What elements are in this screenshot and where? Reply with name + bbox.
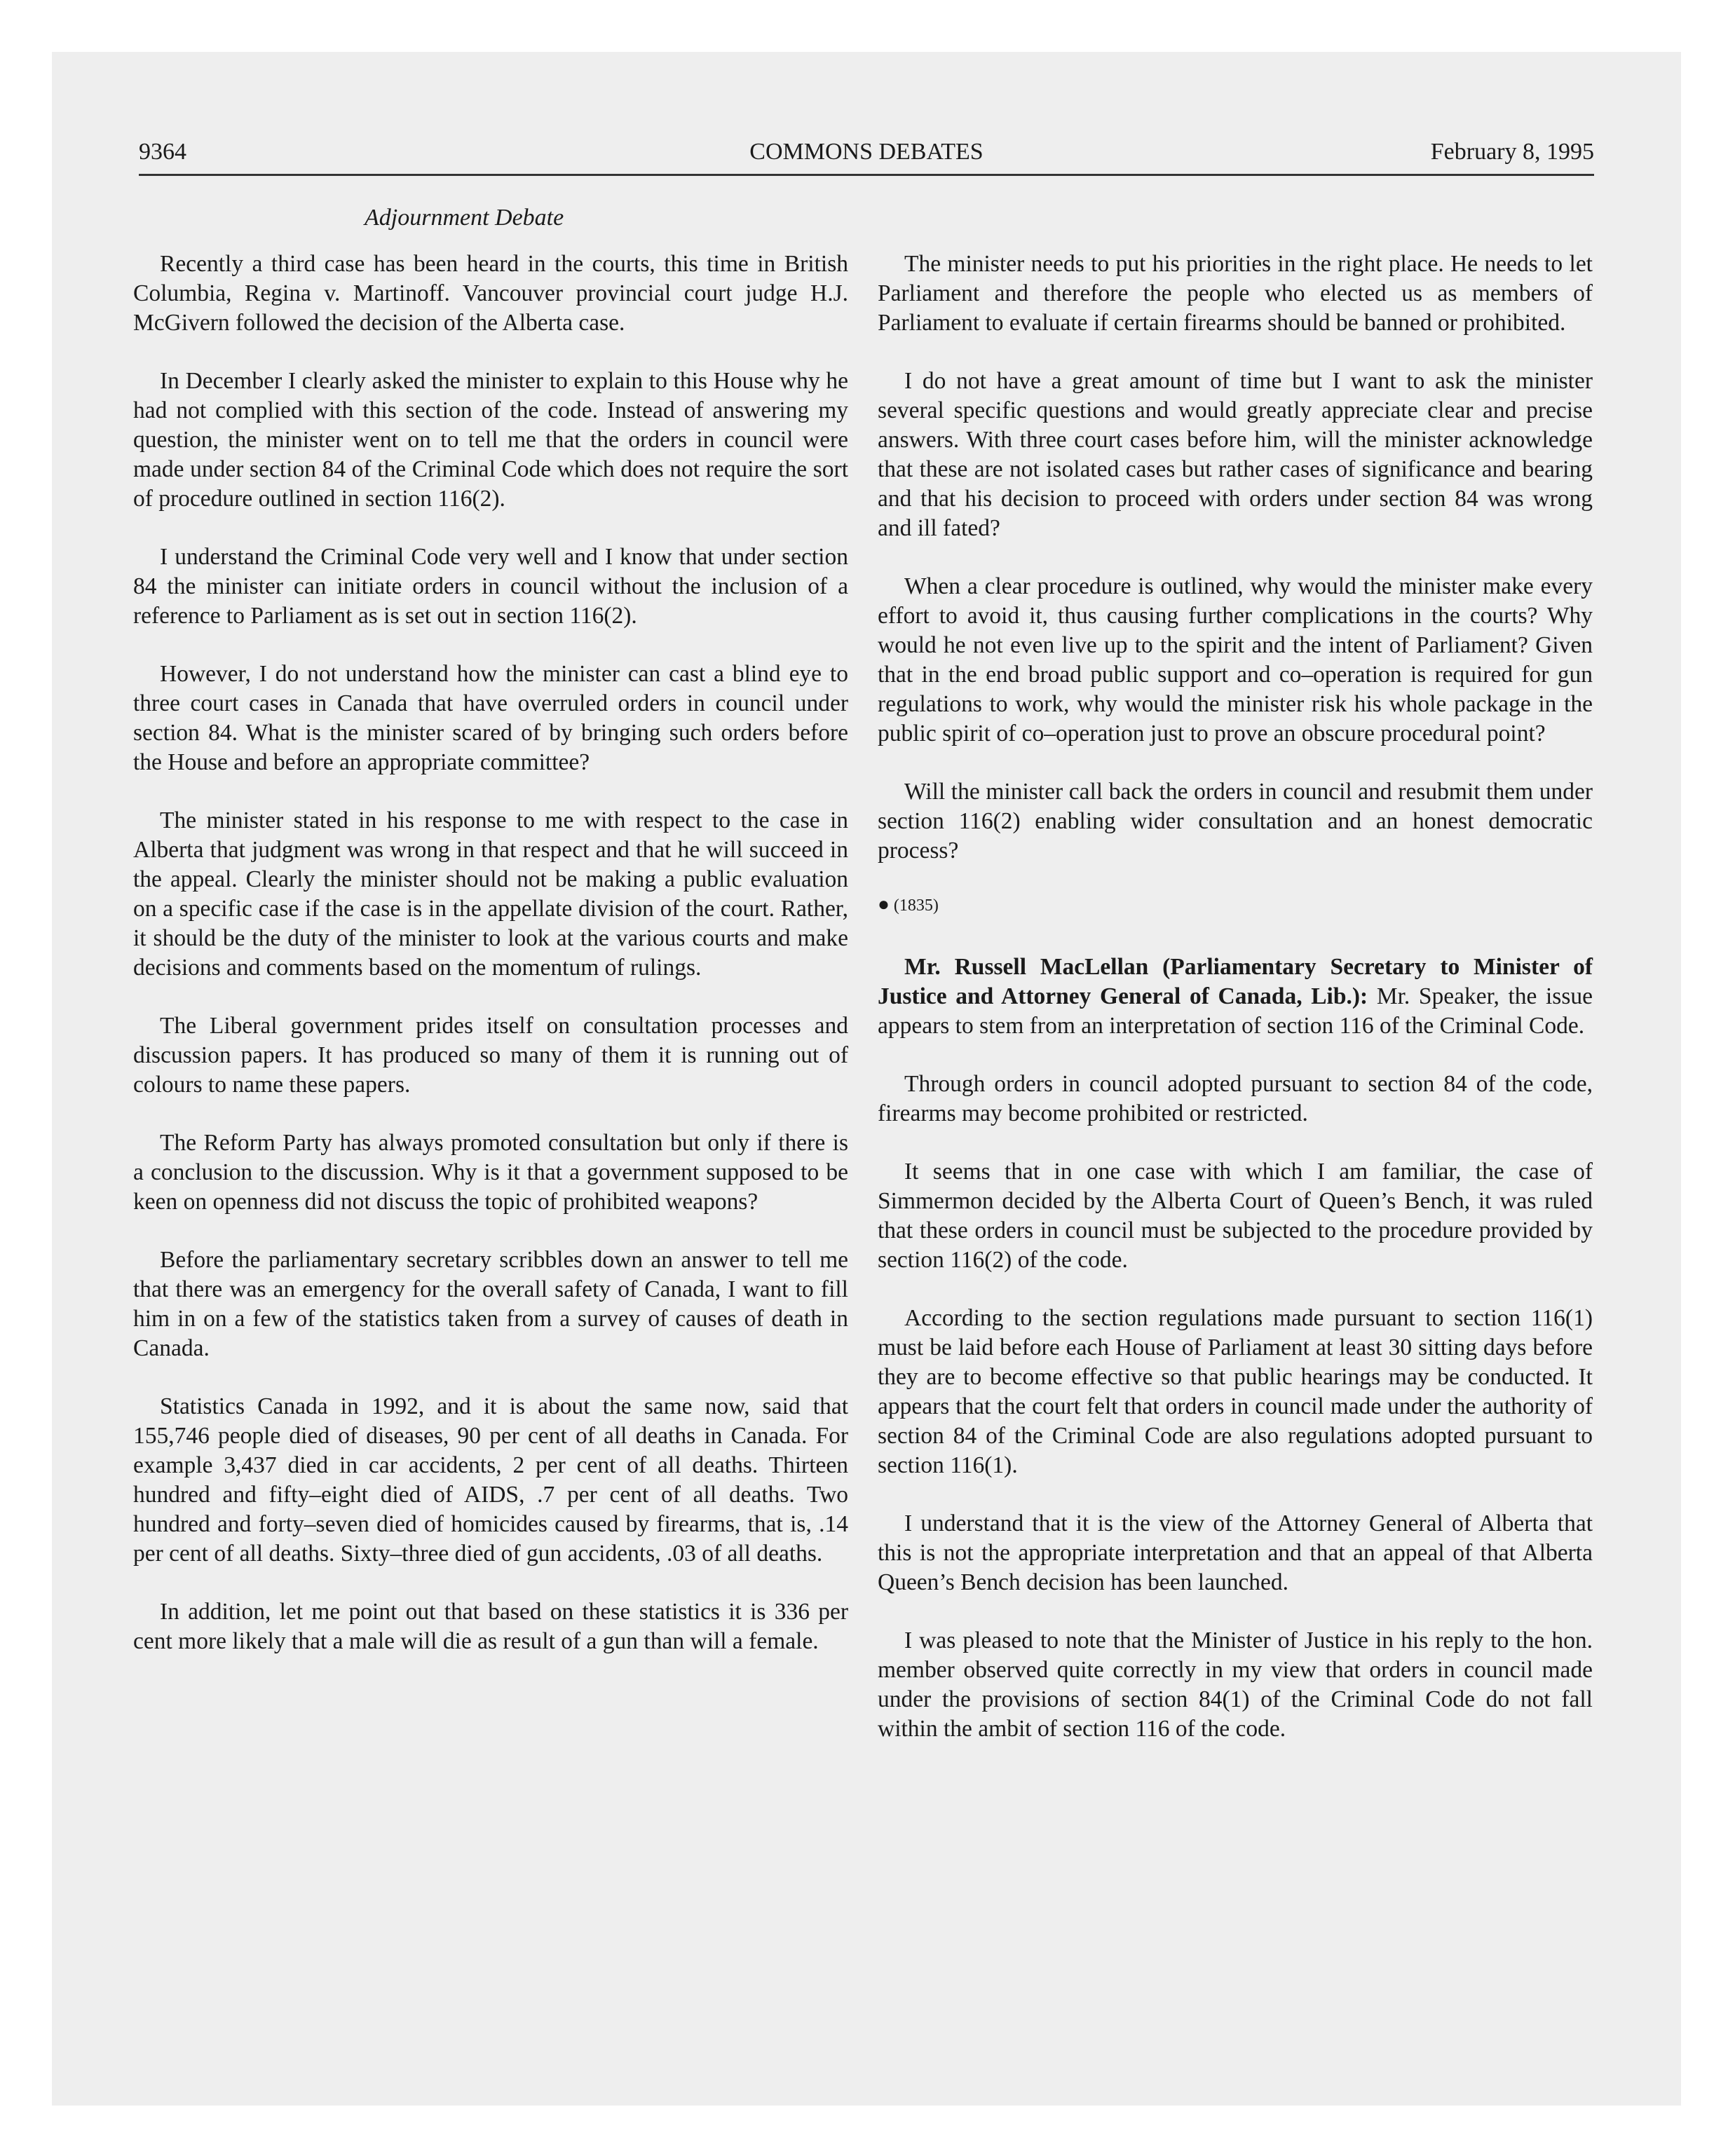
paragraph: Through orders in council adopted pursuant to section 84 of the code, firearms may become prohibited or restricted. xyxy=(878,1071,1593,1126)
paragraph: Statistics Canada in 1992, and it is about the same now, said that 155,746 people died of diseases, 90 per cent of all deaths in Canada. For example 3,437 died in car accidents, 2 per cent of all deaths. Thirteen hundred and fifty–eight died of AIDS, .7 per cent of all deaths. Two hundred and forty–seven died of homicides caused by firearms, that is, .14 per cent of all deaths. Sixty–three died of gun accidents, .03 of all deaths. xyxy=(133,1393,848,1567)
paragraph: However, I do not understand how the minister can cast a blind eye to three court cases in Canada that have overruled orders in council under section 84. What is the minister scared of by bringing such orders before the House and before an appropriate committee? xyxy=(133,661,848,775)
right-column xyxy=(878,250,1593,1773)
left-column xyxy=(133,250,848,1685)
publication-date: February 8, 1995 xyxy=(1430,139,1594,165)
time-stamp: (1835) xyxy=(893,896,939,915)
paragraph: The minister needs to put his priorities in the right place. He needs to let Parliament and therefore the people who elected us as members of Parliament to evaluate if certain firearms should be banned or prohibited. xyxy=(878,251,1593,336)
journal-title: COMMONS DEBATES xyxy=(749,139,984,165)
paragraph: According to the section regulations made pursuant to section 116(1) must be laid before each House of Parliament at least 30 sitting days before they are to become effective so that public hearings may be conducted. It appears that the court felt that orders in council made under the authority of section 84 of the Criminal Code are also regulations adopted pursuant to section 116(1). xyxy=(878,1305,1593,1478)
paragraph: It seems that in one case with which I am familiar, the case of Simmermon decided by the Alberta Court of Queen’s Bench, it was ruled that these orders in council must be subjected to the procedure provided by section 116(2) of the code. xyxy=(878,1159,1593,1273)
paragraph: When a clear procedure is outlined, why would the minister make every effort to avoid it, thus causing further complications in the courts? Why would he not even live up to the spirit and the intent of Parliament? Given that in the end broad public support and co–operation is required for gun regulations to work, why would the minister risk his whole package in the public spirit of co–operation just to prove an obscure procedural point? xyxy=(878,573,1593,746)
time-marker xyxy=(878,894,1593,916)
document-page xyxy=(52,52,1681,2106)
paragraph: The Liberal government prides itself on consultation processes and discussion papers. It has produced so many of them it is running out of colours to name these papers. xyxy=(133,1013,848,1098)
paragraph: I do not have a great amount of time but I want to ask the minister several specific questions and would greatly appreciate clear and precise answers. With three court cases before him, will the minister acknowledge that these are not isolated cases but rather cases of significance and bearing and that his decision to proceed with orders under section 84 was wrong and ill fated? xyxy=(878,368,1593,541)
paragraph: Recently a third case has been heard in the courts, this time in British Columbia, Regina v. Martinoff. Vancouver provincial court judge H.J. McGivern followed the decision of the Alberta case. xyxy=(133,251,848,336)
paragraph: In addition, let me point out that based on these statistics it is 336 per cent more likely that a male will die as result of a gun than will a female. xyxy=(133,1599,848,1654)
paragraph: Before the parliamentary secretary scribbles down an answer to tell me that there was an emergency for the overall safety of Canada, I want to fill him in on a few of the statistics taken from a survey of causes of death in Canada. xyxy=(133,1247,848,1361)
page-number: 9364 xyxy=(139,139,186,165)
paragraph: Will the minister call back the orders in council and resubmit them under section 116(2) enabling wider consultation and an honest democratic process? xyxy=(878,779,1593,864)
paragraph: The minister stated in his response to me with respect to the case in Alberta that judgment was wrong in that respect and that he will succeed in the appeal. Clearly the minister should not be making a public evaluation on a specific case if the case is in the appellate division of the court. Rather, it should be the duty of the minister to look at the various courts and make decisions and comments based on the momentum of rulings. xyxy=(133,807,848,981)
paragraph: In December I clearly asked the minister to explain to this House why he had not complied with this section of the code. Instead of answering my question, the minister went on to tell me that the orders in council were made under section 84 of the Criminal Code which does not require the sort of procedure outlined in section 116(2). xyxy=(133,368,848,512)
speaker-name: Mr. Russell MacLellan (Parliamentary Secretary to Minister of Justice and Attorney General of Canada, Lib.): xyxy=(878,954,1593,1009)
paragraph: The Reform Party has always promoted consultation but only if there is a conclusion to the discussion. Why is it that a government supposed to be keen on openness did not discuss the topic of prohibited weapons? xyxy=(133,1130,848,1215)
header-rule xyxy=(139,174,1594,176)
bullet-icon: ● xyxy=(878,894,890,915)
paragraph: I understand the Criminal Code very well and I know that under section 84 the minister can initiate orders in council without the inclusion of a reference to Parliament as is set out in section 116(2). xyxy=(133,544,848,629)
speaker-speech: Mr. Speaker, the issue appears to stem from an interpretation of section 116 of the Criminal Code. xyxy=(878,983,1593,1039)
paragraph: I was pleased to note that the Minister of Justice in his reply to the hon. member observed quite correctly in my view that orders in council made under the provisions of section 84(1) of the Criminal Code do not fall within the ambit of section 116 of the code. xyxy=(878,1628,1593,1742)
section-title: Adjournment Debate xyxy=(365,205,564,231)
paragraph: I understand that it is the view of the Attorney General of Alberta that this is not the appropriate interpretation and that an appeal of that Alberta Queen’s Bench decision has been launched. xyxy=(878,1510,1593,1595)
speaker-paragraph xyxy=(878,953,1593,1041)
